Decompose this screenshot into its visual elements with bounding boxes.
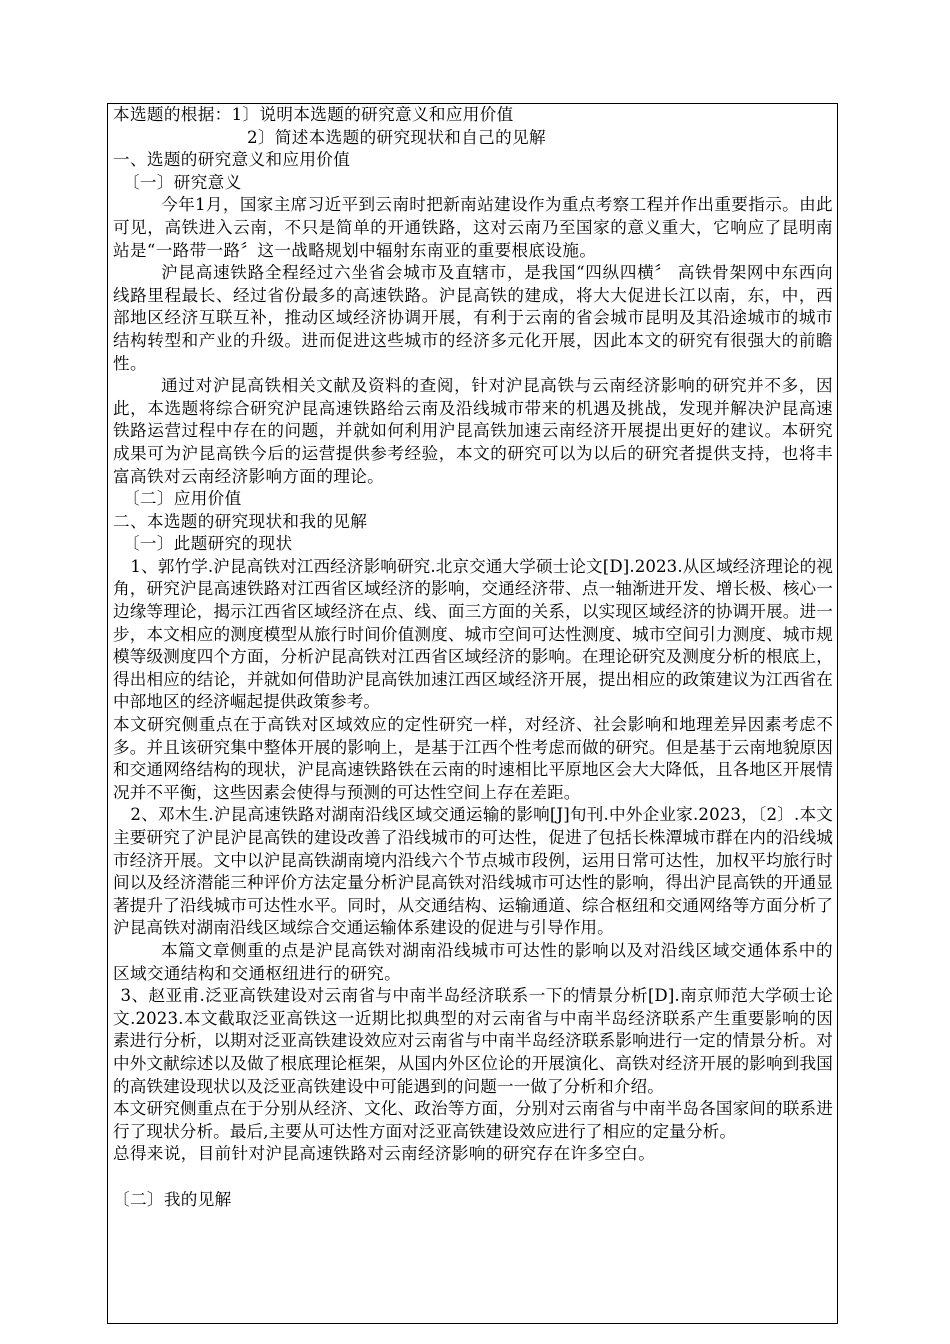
section1-heading: 一、选题的研究意义和应用价值	[113, 150, 351, 170]
section1-subheading-value: 〔二〕应用价值	[122, 489, 242, 509]
section1-paragraph-1: 今年1月，国家主席习近平到云南时把新南站建设作为重点考察工程并作出重要指示。由此可见，高铁进入云南，不只是简单的开通铁路，这对云南乃至国家的意义重大，它响应了昆明南站是“一路带一路〞这一战略规划中辐射东南亚的重要根底设施。	[113, 195, 833, 260]
section2-subheading-opinion: 〔二〕我的见解	[113, 1189, 232, 1209]
reference-3: 3、赵亚甫.泛亚高铁建设对云南省与中南半岛经济联系一下的情景分析[D].南京师范大学硕士论文.2023.本文截取泛亚高铁这一近期比拟典型的对云南省与中南半岛经济联系产生重要影响的因素进行分析，以期对泛亚高铁建设效应对云南省与中南半岛经济联系影响进行一定的情景分析。对中外文献综述以及做了根底理论框架，从国内外区位论的开展演化、高铁对经济开展的影响到我国的高铁建设现状以及泛亚高铁建设中可能遇到的问题一一做了分析和介绍。	[113, 986, 833, 1096]
section2-subheading-status: 〔一〕此题研究的现状	[122, 534, 293, 554]
basis-line-1: 本选题的根据：1〕说明本选题的研究意义和应用价值	[113, 105, 514, 124]
section1-subheading-significance: 〔一〕研究意义	[122, 172, 242, 192]
section1-paragraph-3: 通过对沪昆高铁相关文献及资料的查阅，针对沪昆高铁与云南经济影响的研究并不多，因此，本选题将综合研究沪昆高速铁路给云南及沿线城市带来的机遇及挑战，发现并解决沪昆高速铁路运营过程中存在的问题，并就如何利用沪昆高铁加速云南经济开展提出更好的建议。本研究成果可为沪昆高铁今后的运营提供参考经验，本文的研究可以为以后的研究者提供支持，也将丰富高铁对云南经济影响方面的理论。	[113, 376, 833, 486]
reference-3-comment: 本文研究侧重点在于分别从经济、文化、政治等方面，分别对云南省与中南半岛各国家间的联系进行了现状分析。最后,主要从可达性方面对泛亚高铁建设效应进行了相应的定量分析。	[113, 1099, 833, 1141]
reference-2: 2、邓木生.沪昆高速铁路对湖南沿线区域交通运输的影响[J]旬刊.中外企业家.2023，〔2〕.本文主要研究了沪昆沪昆高铁的建设改善了沿线城市的可达性，促进了包括长株潭城市群在内的沿线城市经济开展。文中以沪昆高铁湖南境内沿线六个节点城市段例，运用日常可达性，加权平均旅行时间以及经济潜能三种评价方法定量分析沪昆高铁对沿线城市可达性的影响，得出沪昆高铁的开通显著提升了沿线城市可达性水平。同时，从交通结构、运输通道、综合枢纽和交通网络等方面分析了沪昆高铁对湖南沿线区域综合交通运输体系建设的促进与引导作用。	[113, 805, 833, 938]
blank-line	[113, 1166, 833, 1189]
basis-line-2: 2〕简述本选题的研究现状和自己的见解	[247, 127, 546, 147]
summary-text: 总得来说，目前针对沪昆高速铁路对云南经济影响的研究存在许多空白。	[113, 1144, 656, 1164]
section1-paragraph-2: 沪昆高速铁路全程经过六坐省会城市及直辖市，是我国“四纵四横〞 高铁骨架网中东西向线路里程最长、经过省份最多的高速铁路。沪昆高铁的建成，将大大促进长江以南，东，中，西部地区经济互联互补，推动区域经济协调开展，有利于云南的省会城市昆明及其沿途城市的城市结构转型和产业的升级。进而促进这些城市的经济多元化开展，因此本文的研究有很强大的前瞻性。	[113, 263, 833, 373]
document-body	[113, 104, 833, 1211]
reference-2-comment: 本篇文章侧重的点是沪昆高铁对湖南沿线城市可达性的影响以及对沿线区域交通体系中的区域交通结构和交通枢纽进行的研究。	[113, 940, 833, 983]
section2-heading: 二、本选题的研究现状和我的见解	[113, 511, 368, 531]
reference-1: 1、郭竹学.沪昆高铁对江西经济影响研究.北京交通大学硕士论文[D].2023.从区域经济理论的视角，研究沪昆高速铁路对江西省区域经济的影响，交通经济带、点一轴渐进开发、增长极、核心一边缘等理论，揭示江西省区域经济在点、线、面三方面的关系，以实现区域经济的协调开展。进一步，本文相应的测度模型从旅行时间价值测度、城市空间可达性测度、城市空间引力测度、城市规模等级测度四个方面，分析沪昆高铁对江西省区域经济的影响。在理论研究及测度分析的根底上，得出相应的结论，并就如何借助沪昆高铁加速江西区域经济开展，提出相应的政策建议为江西省在中部地区的经济崛起提供政策参考。	[113, 556, 833, 712]
reference-1-comment: 本文研究侧重点在于高铁对区域效应的定性研究一样，对经济、社会影响和地理差异因素考虑不多。并且该研究集中整体开展的影响上，是基于江西个性考虑而做的研究。但是基于云南地貌原因和交通网络结构的现状，沪昆高速铁路铁在云南的时速相比平原地区会大大降低，且各地区开展情况并不平衡，这些因素会使得与预测的可达性空间上存在差距。	[113, 715, 833, 802]
